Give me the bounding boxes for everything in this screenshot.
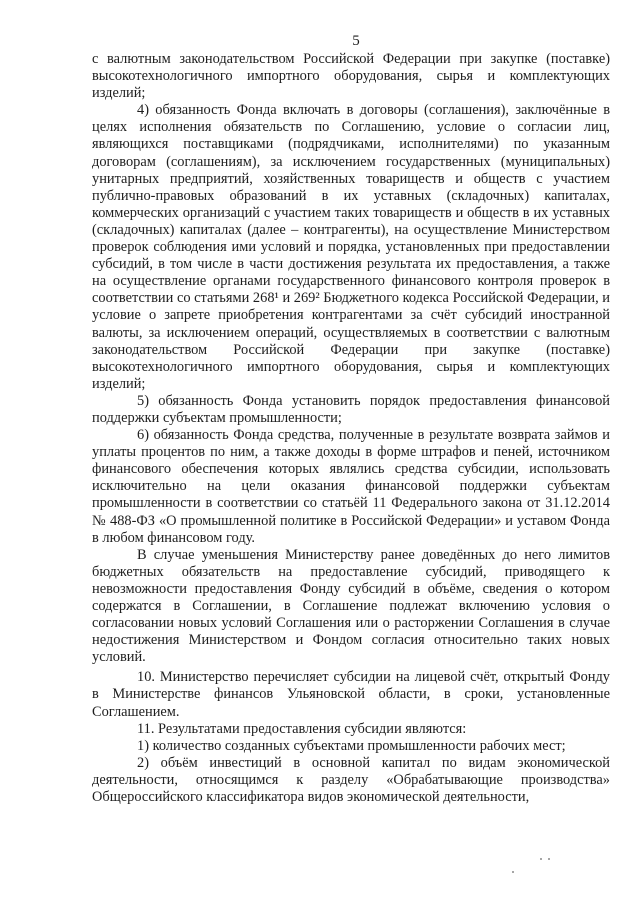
paragraph-item-5: 5) обязанность Фонда установить порядок предоставления финансовой поддержки субъектам промышленности; (92, 392, 610, 426)
paragraph-item-4: 4) обязанность Фонда включать в договоры (соглашения), заключённые в целях исполнения обязательств по Соглашению, условие о согласии лиц, являющихся поставщиками (подрядчиками, исполнителями) по указанным договорам (соглашениям), за исключением государственных (муниципальных) унитарных предприятий, хозяйственных товариществ и обществ с участием публично-правовых образований в их уставных (складочных) капиталах, коммерческих организаций с участием таких товариществ и обществ в их уставных (складочных) капиталах (далее – контрагенты), на осуществление Министерством проверок соблюдения ими условий и порядка, установленных при предоставлении субсидий, в том числе в части достижения результата их предоставления, а также на осуществление органами государственного финансового контроля проверок в соответствии со статьями 268¹ и 269² Бюджетного кодекса Российской Федерации, и условие о запрете приобретения контрагентами за счёт субсидий иностранной валюты, за исключением операций, осуществляемых в соответствии с валютным законодательством Российской Федерации при закупке (поставке) высокотехнологичного импортного оборудования, сырья и комплектующих изделий; (92, 102, 610, 392)
paragraph-section-11: 11. Результатами предоставления субсидии являются: (137, 720, 467, 737)
paragraph-item-6: 6) обязанность Фонда средства, полученные в результате возврата займов и уплаты процентов по ним, а также доходы в форме штрафов и пеней, источником финансового обеспечения которых являлись средства субсидии, использовать исключительно на цели оказания финансовой поддержки субъектам промышленности в соответствии со статьёй 11 Федерального закона от 31.12.2014 № 488-ФЗ «О промышленной политике в Российской Федерации» и уставом Фонда в любом финансовом году. (92, 427, 610, 546)
document-body (92, 51, 610, 806)
paragraph-budget-limits: В случае уменьшения Министерству ранее доведённых до него лимитов бюджетных обязательств на предоставление субсидий, приводящего к невозможности предоставления Фонду субсидий в объёме, сведения о котором содержатся в Соглашении, в Соглашение подлежат включению условия о согласовании новых условий Соглашения или о расторжении Соглашения в случае недостижения Министерством и Фондом согласия относительно таких новых условий. (92, 546, 610, 666)
paragraph-result-2: 2) объём инвестиций в основной капитал по видам экономической деятельности, относящимся к разделу «Обрабатывающие производства» Общероссийского классификатора видов экономической деятельности, (92, 754, 610, 806)
scan-speck (512, 871, 514, 873)
scan-speck (540, 858, 542, 860)
paragraph-result-1: 1) количество созданных субъектами промышленности рабочих мест; (137, 737, 566, 754)
page-number: 5 (352, 33, 360, 49)
paragraph-continuation: с валютным законодательством Российской Федерации при закупке (поставке) высокотехнологичного импортного оборудования, сырья и комплектующих изделий; (92, 51, 610, 102)
paragraph-section-10: 10. Министерство перечисляет субсидии на лицевой счёт, открытый Фонду в Министерстве финансов Ульяновской области, в сроки, установленные Соглашением. (92, 669, 610, 720)
scan-speck (548, 858, 550, 860)
